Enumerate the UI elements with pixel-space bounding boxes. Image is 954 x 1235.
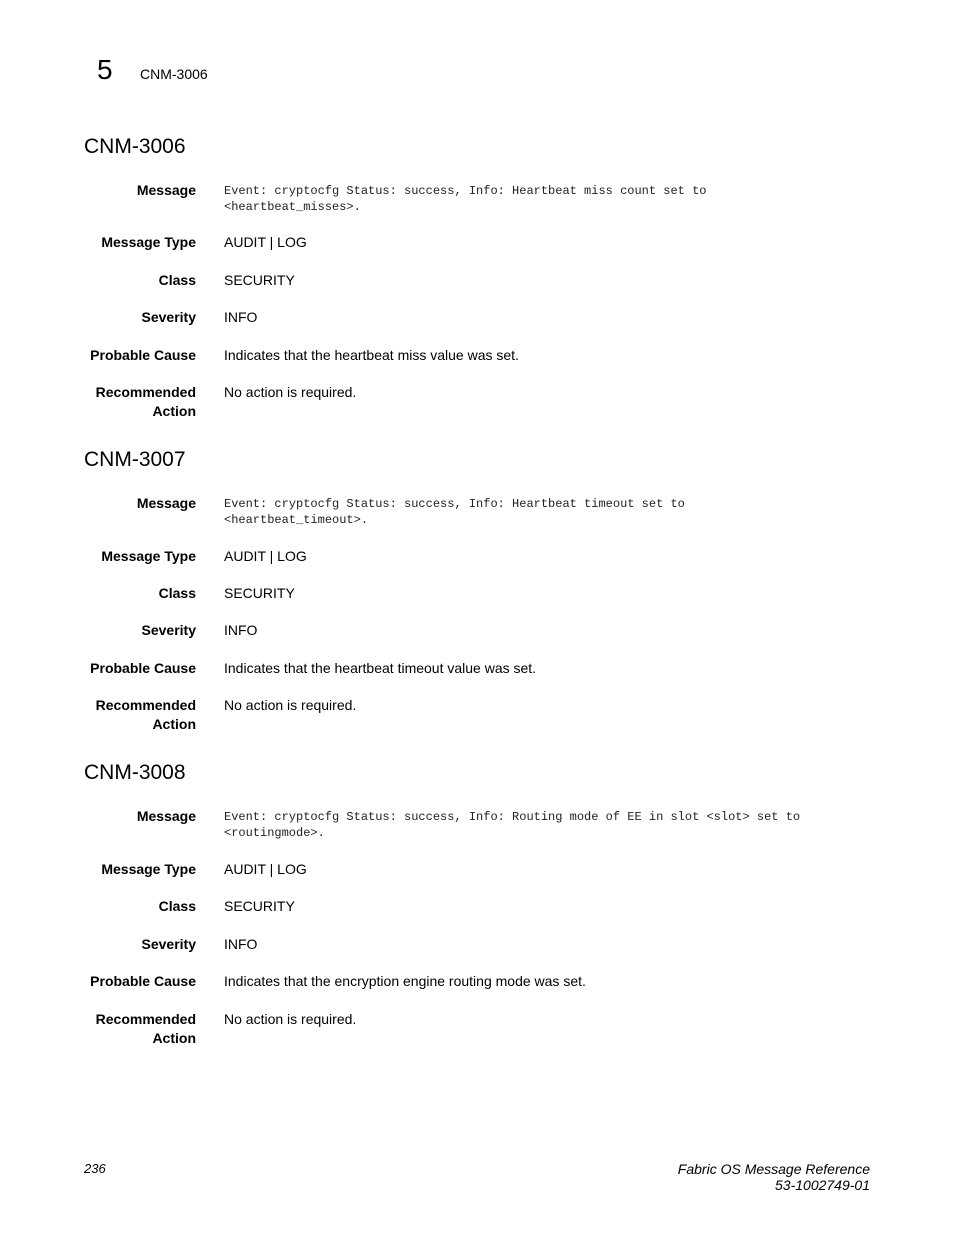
message-line-2: <heartbeat_timeout>. [224,513,369,527]
message-type-value: AUDIT | LOG [224,234,307,250]
message-text [224,183,706,215]
severity-value: INFO [224,309,258,325]
recommended-action-label [96,696,196,734]
recommended-label-line-1: Recommended [95,1011,196,1027]
class-value: SECURITY [224,585,295,601]
severity-label: Severity [141,936,196,952]
class-label: Class [158,272,196,288]
section-title: CNM-3006 [84,135,186,158]
message-label: Message [136,182,196,198]
probable-cause-value: Indicates that the heartbeat timeout value was set. [224,660,537,676]
probable-cause-value: Indicates that the encryption engine routing mode was set. [224,973,586,989]
message-label: Message [136,495,196,511]
severity-label: Severity [141,622,196,638]
message-type-label: Message Type [101,234,196,250]
message-line-1: Event: cryptocfg Status: success, Info: Routing mode of EE in slot <slot> set to [224,810,801,824]
probable-cause-label: Probable Cause [90,973,196,989]
chapter-number: 5 [97,54,113,85]
severity-value: INFO [224,622,258,638]
message-line-2: <routingmode>. [224,826,325,840]
footer-doc-info [678,1161,870,1193]
message-line-1: Event: cryptocfg Status: success, Info: Heartbeat miss count set to [224,184,707,198]
class-label: Class [158,585,196,601]
class-label: Class [158,898,196,914]
page-number: 236 [84,1161,106,1176]
message-text [224,809,800,841]
message-type-value: AUDIT | LOG [224,861,307,877]
class-value: SECURITY [224,898,295,914]
message-text [224,496,685,528]
recommended-action-value: No action is required. [224,697,357,713]
recommended-action-value: No action is required. [224,384,357,400]
doc-title: Fabric OS Message Reference [677,1161,870,1177]
recommended-label-line-1: Recommended [95,697,196,713]
section-title: CNM-3008 [84,761,186,784]
recommended-label-line-2: Action [152,716,196,732]
message-line-2: <heartbeat_misses>. [224,200,361,214]
message-type-label: Message Type [101,548,196,564]
severity-label: Severity [141,309,196,325]
message-line-1: Event: cryptocfg Status: success, Info: Heartbeat timeout set to [224,497,685,511]
recommended-label-line-2: Action [152,1030,196,1046]
recommended-action-label [96,383,196,421]
recommended-label-line-1: Recommended [95,384,196,400]
recommended-action-value: No action is required. [224,1011,357,1027]
doc-number: 53-1002749-01 [775,1177,870,1193]
section-title: CNM-3007 [84,448,186,471]
running-title: CNM-3006 [140,66,208,82]
message-type-value: AUDIT | LOG [224,548,307,564]
probable-cause-label: Probable Cause [90,347,196,363]
message-type-label: Message Type [101,861,196,877]
recommended-label-line-2: Action [152,403,196,419]
probable-cause-label: Probable Cause [90,660,196,676]
probable-cause-value: Indicates that the heartbeat miss value was set. [224,347,519,363]
recommended-action-label [96,1010,196,1048]
message-label: Message [136,808,196,824]
severity-value: INFO [224,936,258,952]
class-value: SECURITY [224,272,295,288]
